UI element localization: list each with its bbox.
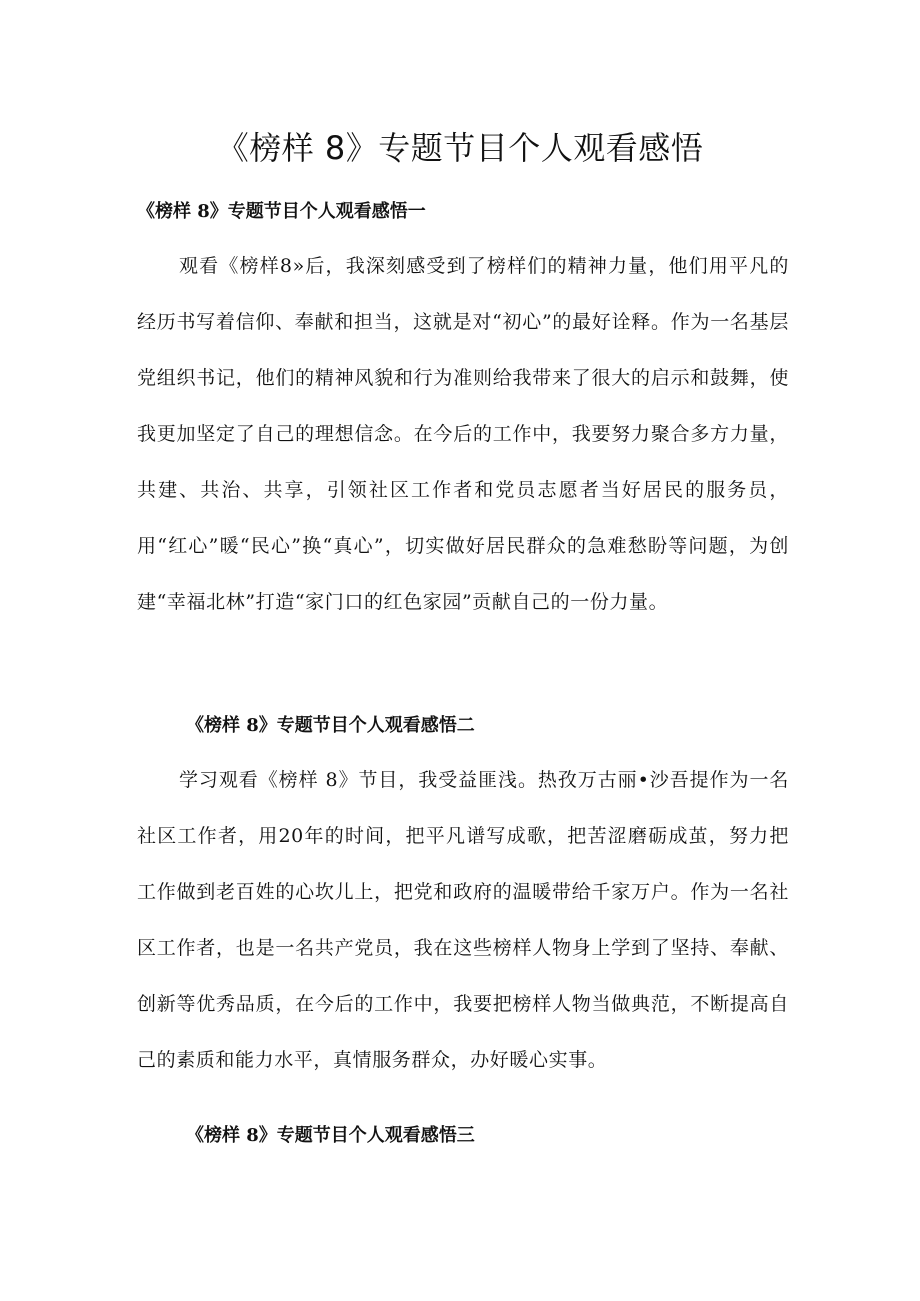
section-paragraph-2: 学习观看《榜样 8》节目，我受益匪浅。热孜万古丽•沙吾提作为一名社区工作者，用20年的时间，把平凡谱写成歌，把苦涩磨砺成茧，努力把工作做到老百姓的心坎儿上，把党和政府的温暖带给千家万户。作为一名社区工作者，也是一名共产党员，我在这些榜样人物身上学到了坚持、奉献、创新等优秀品质，在今后的工作中，我要把榜样人物当做典范，不断提高自己的素质和能力水平，真情服务群众，办好暖心实事。: [137, 769, 789, 1071]
document-title: 《榜样 8》专题节目个人观看感悟: [216, 129, 704, 167]
section-paragraph-1: 观看《榜样8»后，我深刻感受到了榜样们的精神力量，他们用平凡的经历书写着信仰、奉献和担当，这就是对“初心”的最好诠释。作为一名基层党组织书记，他们的精神风貌和行为准则给我带来了很大的启示和鼓舞，使我更加坚定了自己的理想信念。在今后的工作中，我要努力聚合多方力量，共建、共治、共享，引领社区工作者和党员志愿者当好居民的服务员，用“红心”暖“民心”换“真心”，切实做好居民群众的急难愁盼等问题，为创建“幸福北林”打造“家门口的红色家园”贡献自己的一份力量。: [137, 255, 789, 613]
section-heading-3: 《榜样 8》专题节目个人观看感悟三: [186, 1125, 475, 1146]
section-heading-1: 《榜样 8》专题节目个人观看感悟一: [137, 201, 426, 222]
section-heading-2: 《榜样 8》专题节目个人观看感悟二: [186, 715, 475, 736]
